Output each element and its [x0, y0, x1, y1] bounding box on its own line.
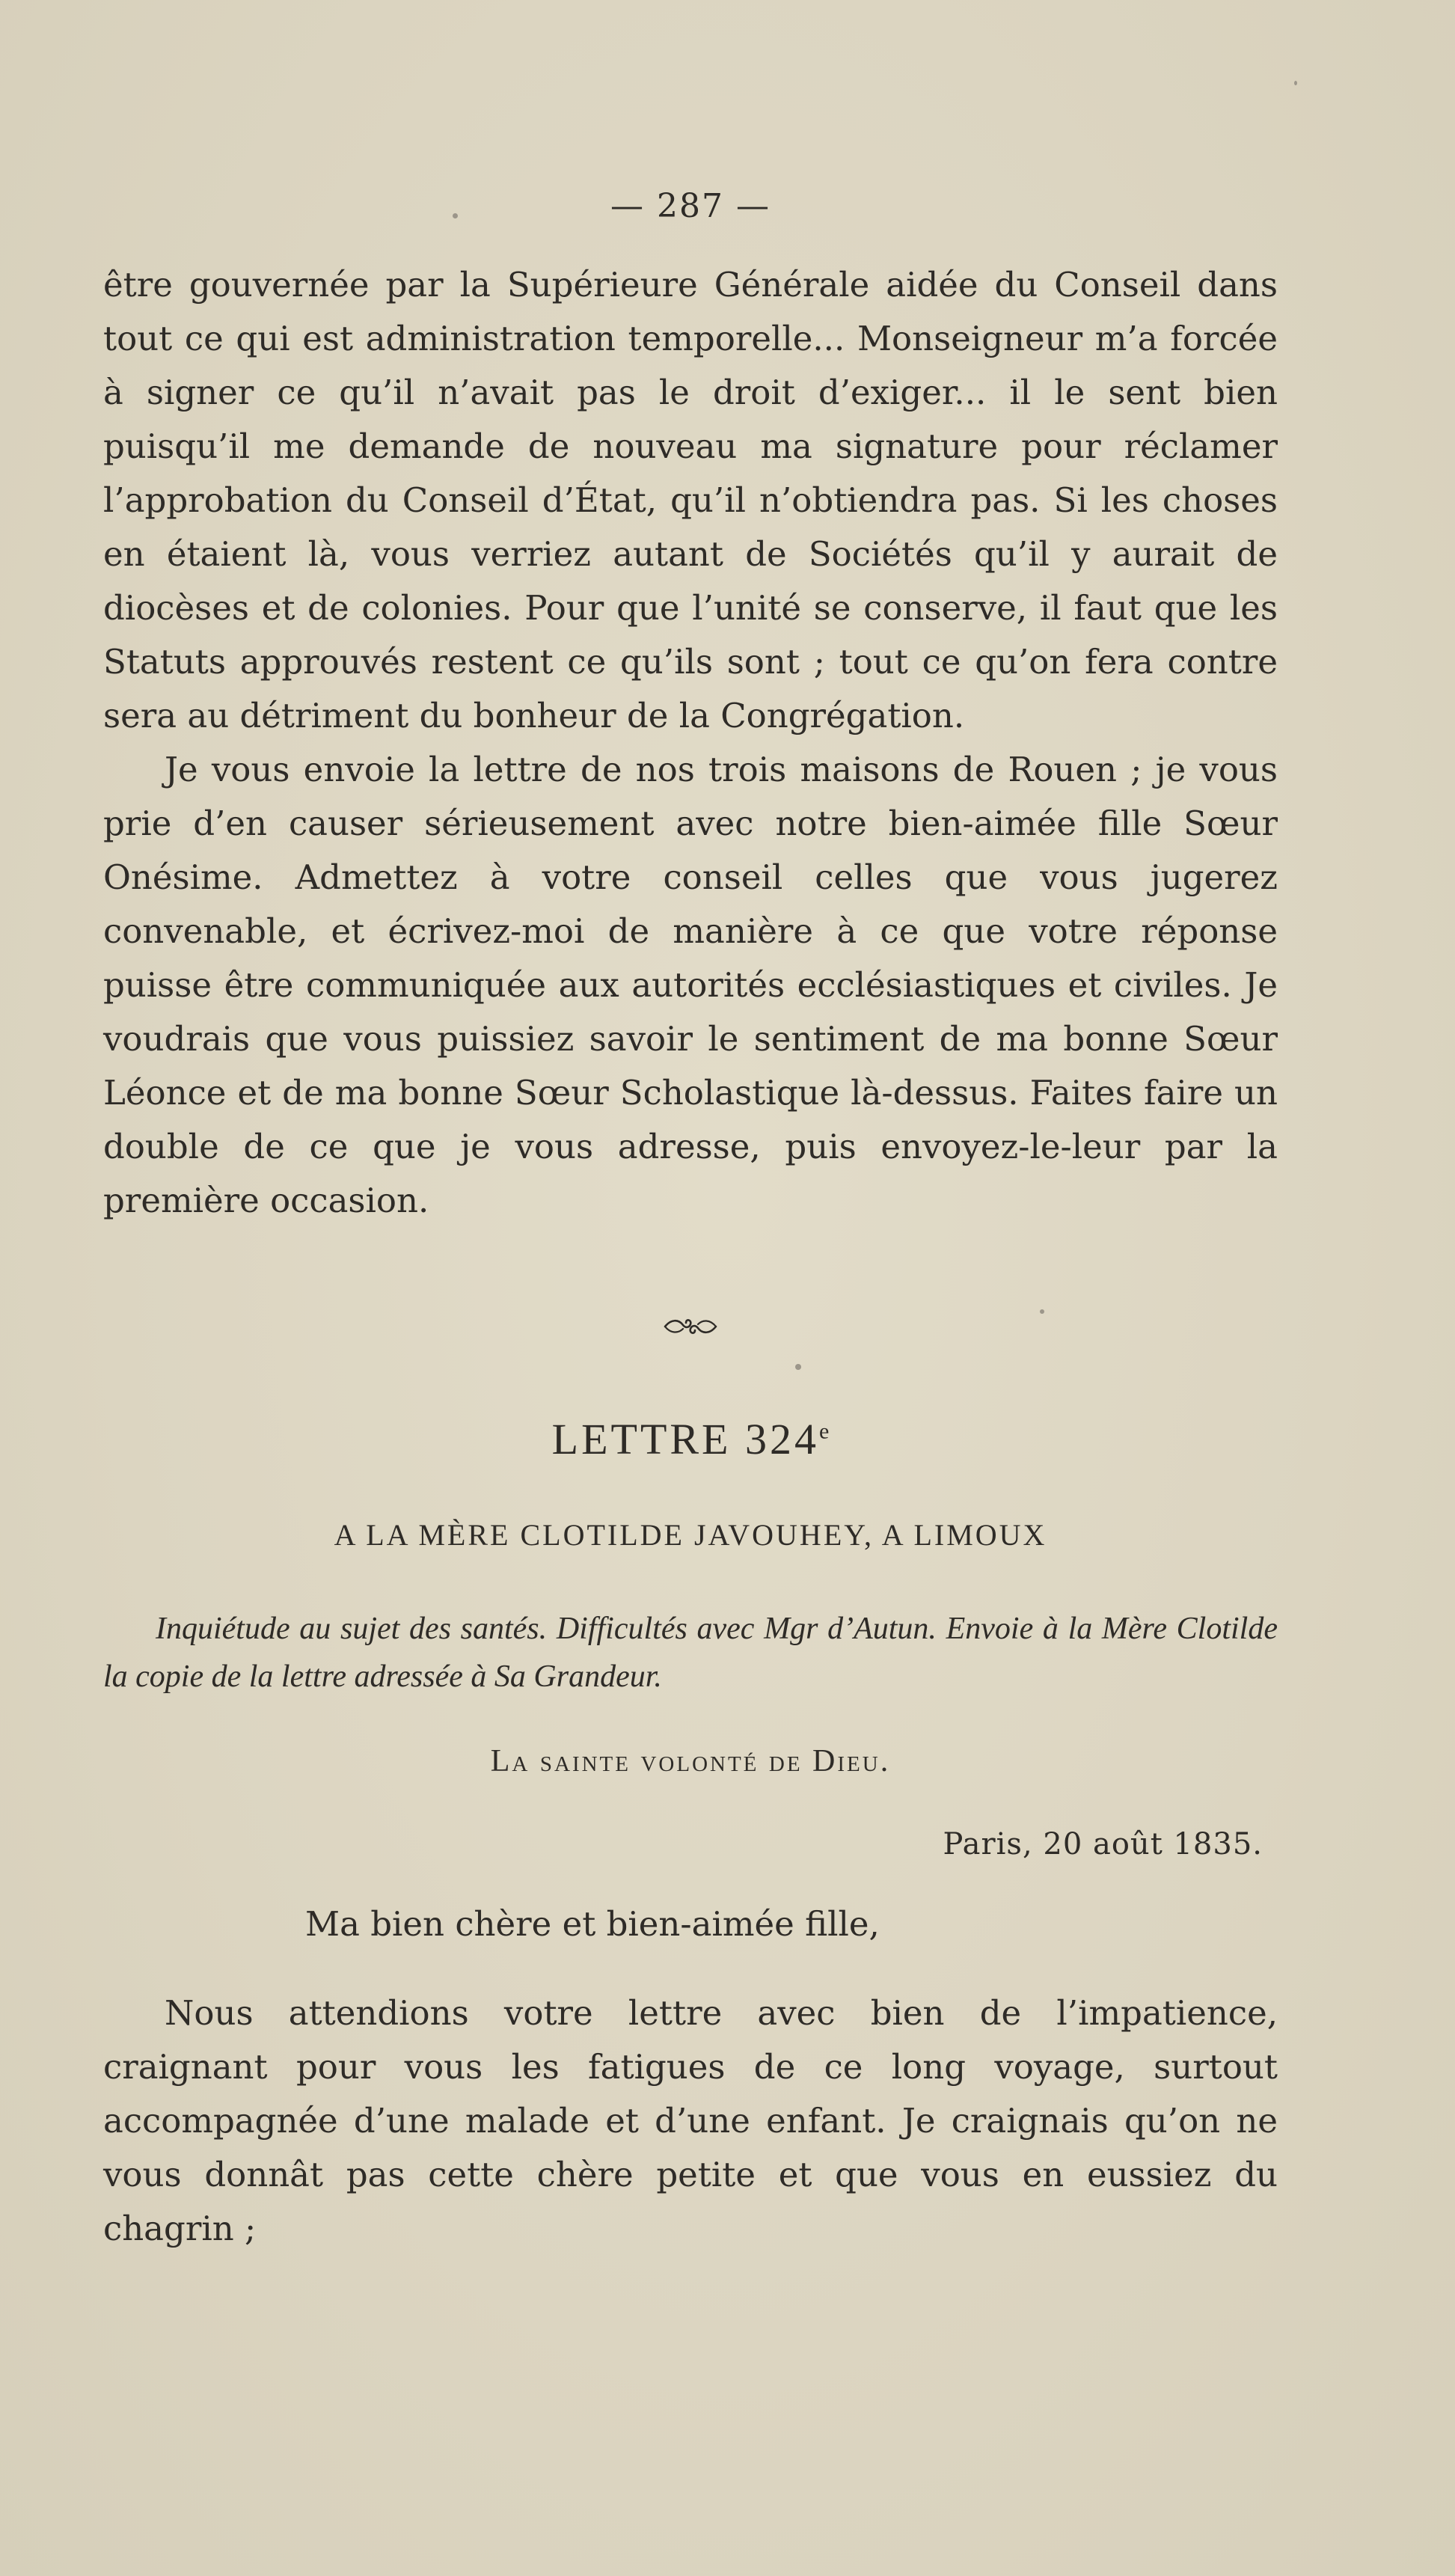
- fleuron-ornament-icon: [661, 1315, 720, 1338]
- paragraph: être gouvernée par la Supérieure Générale aidée du Conseil dans tout ce qui est administration temporelle... Monseigneur m’a forcée à signer ce qu’il n’avait pas le droit d’exiger... il le sent bien puisqu’il me demande de nouveau ma signature pour réclamer l’approbation du Conseil d’État, qu’il n’obtiendra pas. Si les choses en étaient là, vous verriez autant de Sociétés qu’il y aurait de diocèses et de colonies. Pour que l’unité se conserve, il faut que les Statuts approuvés restent ce qu’ils sont ; tout ce qu’on fera contre sera au détriment du bonheur de la Congrégation.: [103, 265, 1278, 735]
- paper-speck: [1040, 1309, 1044, 1314]
- paper-speck: [795, 1364, 801, 1370]
- letter-salutation: Ma bien chère et bien-aimée fille,: [305, 1904, 880, 1944]
- paper-speck: [1294, 81, 1297, 85]
- letter-summary: Inquiétude au sujet des santés. Difficultés avec Mgr d’Autun. Envoie à la Mère Clotilde la copie de la lettre adressée à Sa Grandeur.: [103, 1612, 1278, 1694]
- letter-title-text: LETTRE 324: [551, 1415, 819, 1463]
- letter-addressee: A LA MÈRE CLOTILDE JAVOUHEY, A LIMOUX: [334, 1518, 1047, 1552]
- letter-body: Nous attendions votre lettre avec bien de l’impatience, craignant pour vous les fatigues de ce long voyage, surtout accompagnée d’une malade et d’une enfant. Je craignais qu’on ne vous donnât pas cette chère petite et que vous en eussiez du chagrin ;: [103, 1993, 1278, 2248]
- fleuron-ornament-icon: [103, 1315, 1278, 1341]
- letter-motto: La sainte volonté de Dieu.: [490, 1744, 891, 1778]
- page-number: — 287 —: [610, 187, 771, 225]
- letter-title-suffix: e: [819, 1419, 830, 1444]
- paragraph: Je vous envoie la lettre de nos trois maisons de Rouen ; je vous prie d’en causer sérieusement avec notre bien-aimée fille Sœur Onésime. Admettez à votre conseil celles que vous jugerez convenable, et écrivez-moi de manière à ce que votre réponse puisse être communiquée aux autorités ecclésiastiques et civiles. Je voudrais que vous puissiez savoir le sentiment de ma bonne Sœur Léonce et de ma bonne Sœur Scholastique là-dessus. Faites faire un double de ce que je vous adresse, puis envoyez-le-leur par la première occasion.: [103, 750, 1278, 1220]
- continued-text: [103, 258, 1278, 1228]
- letter-dateline: Paris, 20 août 1835.: [943, 1827, 1263, 1861]
- letter-title: [103, 1414, 1278, 1464]
